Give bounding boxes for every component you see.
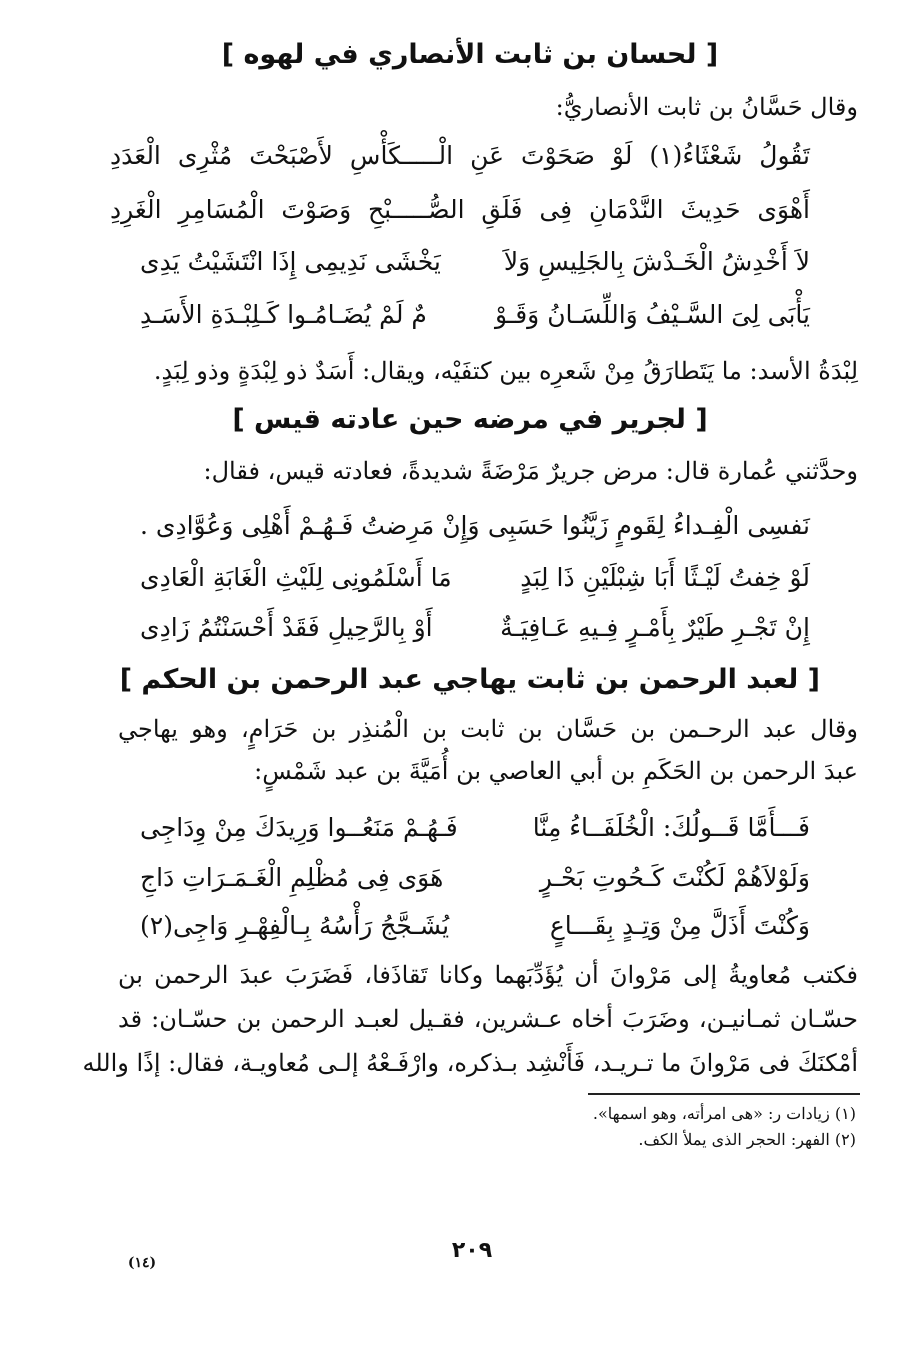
verse-couplet [110,856,810,900]
intro-line: عبدَ الرحمن بن الحَكَمِ بن أبي العاصي بن أُمَيَّةَ بن عبد شَمْسٍ: [254,757,858,785]
verse-first-hemistich: إِنْ تَجْـرِ طَيْرٌ بِأَمْـرٍ فِـيهِ عَـافِيَـةٌ [500,613,810,642]
verse-second-hemistich: يُشَـجَّجُ رَأْسُهُ بِـالْفِهْـرِ وَاجِى(٢) [140,911,450,940]
verse-first-hemistich: وَلَوْلاَهُمْ لَكُنْتَ كَـحُوتِ بَحْـرٍ [539,863,810,892]
footnote: (٢) الفهر: الحجر الذى يملأ الكف. [638,1130,856,1149]
verse-line: أَهْوَى حَدِيثَ النَّدْمَانِ فِى فَلَقِ الصُّـــــبْحِ وَصَوْتَ الْمُسَامِرِ الْغَرِدِ [110,195,810,224]
verse-first-hemistich: وَكُنْتَ أَذَلَّ مِنْ وَتِـدٍ بِقَـــاعٍ [549,911,810,940]
page-number: ٢٠٩ [451,1238,493,1263]
verse-couplet [110,504,810,548]
intro-line: وقال عبد الرحـمن بن حَسَّان بن ثابت بن الْمُنذِر بن حَرَامٍ، وهو يهاجي [118,715,858,743]
verse-couplet [110,806,810,850]
verse-first-hemistich: يَأْبَى لِىَ السَّـيْفُ وَاللِّسَـانُ وَقَـوْ [494,300,810,329]
intro-line: وقال حَسَّانُ بن ثابت الأنصاريُّ: [555,93,858,121]
footnote: (١) زيادات ر: «هى امرأته، وهو اسمها». [592,1104,856,1123]
verse-couplet [110,904,810,948]
section-heading-jarir: [ لجرير في مرضه حين عادته قيس ] [232,404,708,435]
verse-couplet [110,556,810,600]
footnote-divider [588,1093,860,1095]
verse-second-hemistich: يَخْشَى نَدِيمِى إِذَا انْتَشَيْتُ يَدِى [140,247,441,276]
verse-first-hemistich: فَـــأَمَّا قَــولُكَ: الْخُلَفَــاءُ مِنَّا [532,813,810,842]
verse-couplet [110,293,810,337]
verse-second-hemistich: أَوْ بِالرَّحِيلِ فَقَدْ أَحْسَنْتُمُ زَادِى [140,613,433,642]
prose-line: أمْكنَكَ فى مَرْوانَ ما تـريـد، فَأَنْشِد بـذكره، وارْفَـعْهُ إلـى مُعاويـة، فقال: إذًا والله [82,1049,858,1077]
verse-first-hemistich: لَوْ خِفتُ لَيْـثًا أَبَا شِبْلَيْنِ ذَا لِبَدٍ [520,563,810,592]
gloss-line: لِبْدَةُ الأسد: ما يَتَطارَقُ مِنْ شَعرِه بين كتفَيْه، ويقال: أَسَدٌ ذو لِبْدَةٍ وذو لِبَدٍ. [153,357,858,385]
section-heading-hassan: [ لحسان بن ثابت الأنصاري في لهوه ] [221,39,719,70]
verse-couplet [110,240,810,284]
verse-first-hemistich: لاَ أَخْدِشُ الْخَـدْشَ بِالجَلِيسِ وَلاَ [503,247,810,276]
prose-line: فكتب مُعاويةُ إلى مَرْوانَ أن يُؤَدِّبَهما وكانا تَقاذَفا، فَضَرَبَ عبدَ الرحمن بن [118,961,858,989]
verse-second-hemistich: هَوَى فِى مُظْلِمِ الْغَـمَـرَاتِ دَاجِ [140,863,444,892]
verse-second-hemistich: مَا أَسْلَمُونِى لِلَيْثِ الْغَابَةِ الْعَادِى [140,563,452,592]
intro-line: وحدَّثني عُمارة قال: مرض جريرٌ مَرْضَةً شديدةً، فعادته قيس، فقال: [203,457,858,485]
verse-line: تَقُولُ شَعْثَاءُ(١) لَوْ صَحَوْتَ عَنِ الْـــــكَأْسِ لأَصْبَحْتَ مُثْرِى الْعَدَدِ [110,141,810,170]
verse-couplet [110,606,810,650]
verse-second-hemistich: وَإِنْ مَرِضتُ فَـهُـمْ أَهْلِى وَعُوَّادِى . [140,511,480,540]
section-heading-abd-al-rahman: [ لعبد الرحمن بن ثابت يهاجي عبد الرحمن بن الحكم ] [119,664,820,695]
verse-second-hemistich: مٌ لَمْ يُضَـامُـوا كَـلِبْـدَةِ الأَسَـدِ [140,300,427,329]
verse-second-hemistich: فَـهُـمْ مَنَعُــوا وَرِيدَكَ مِنْ وِدَاجِى [140,813,458,842]
signature-mark: (١٤) [127,1255,157,1271]
prose-line: حسّـان ثمـانيـن، وضَرَبَ أخاه عـشرين، فقـيل لعبـد الرحمن بن حسّـان: قد [118,1005,858,1033]
verse-first-hemistich: نَفسِى الْفِـداءُ لِقَومٍ زَيَّنُوا حَسَبِى [487,511,810,540]
